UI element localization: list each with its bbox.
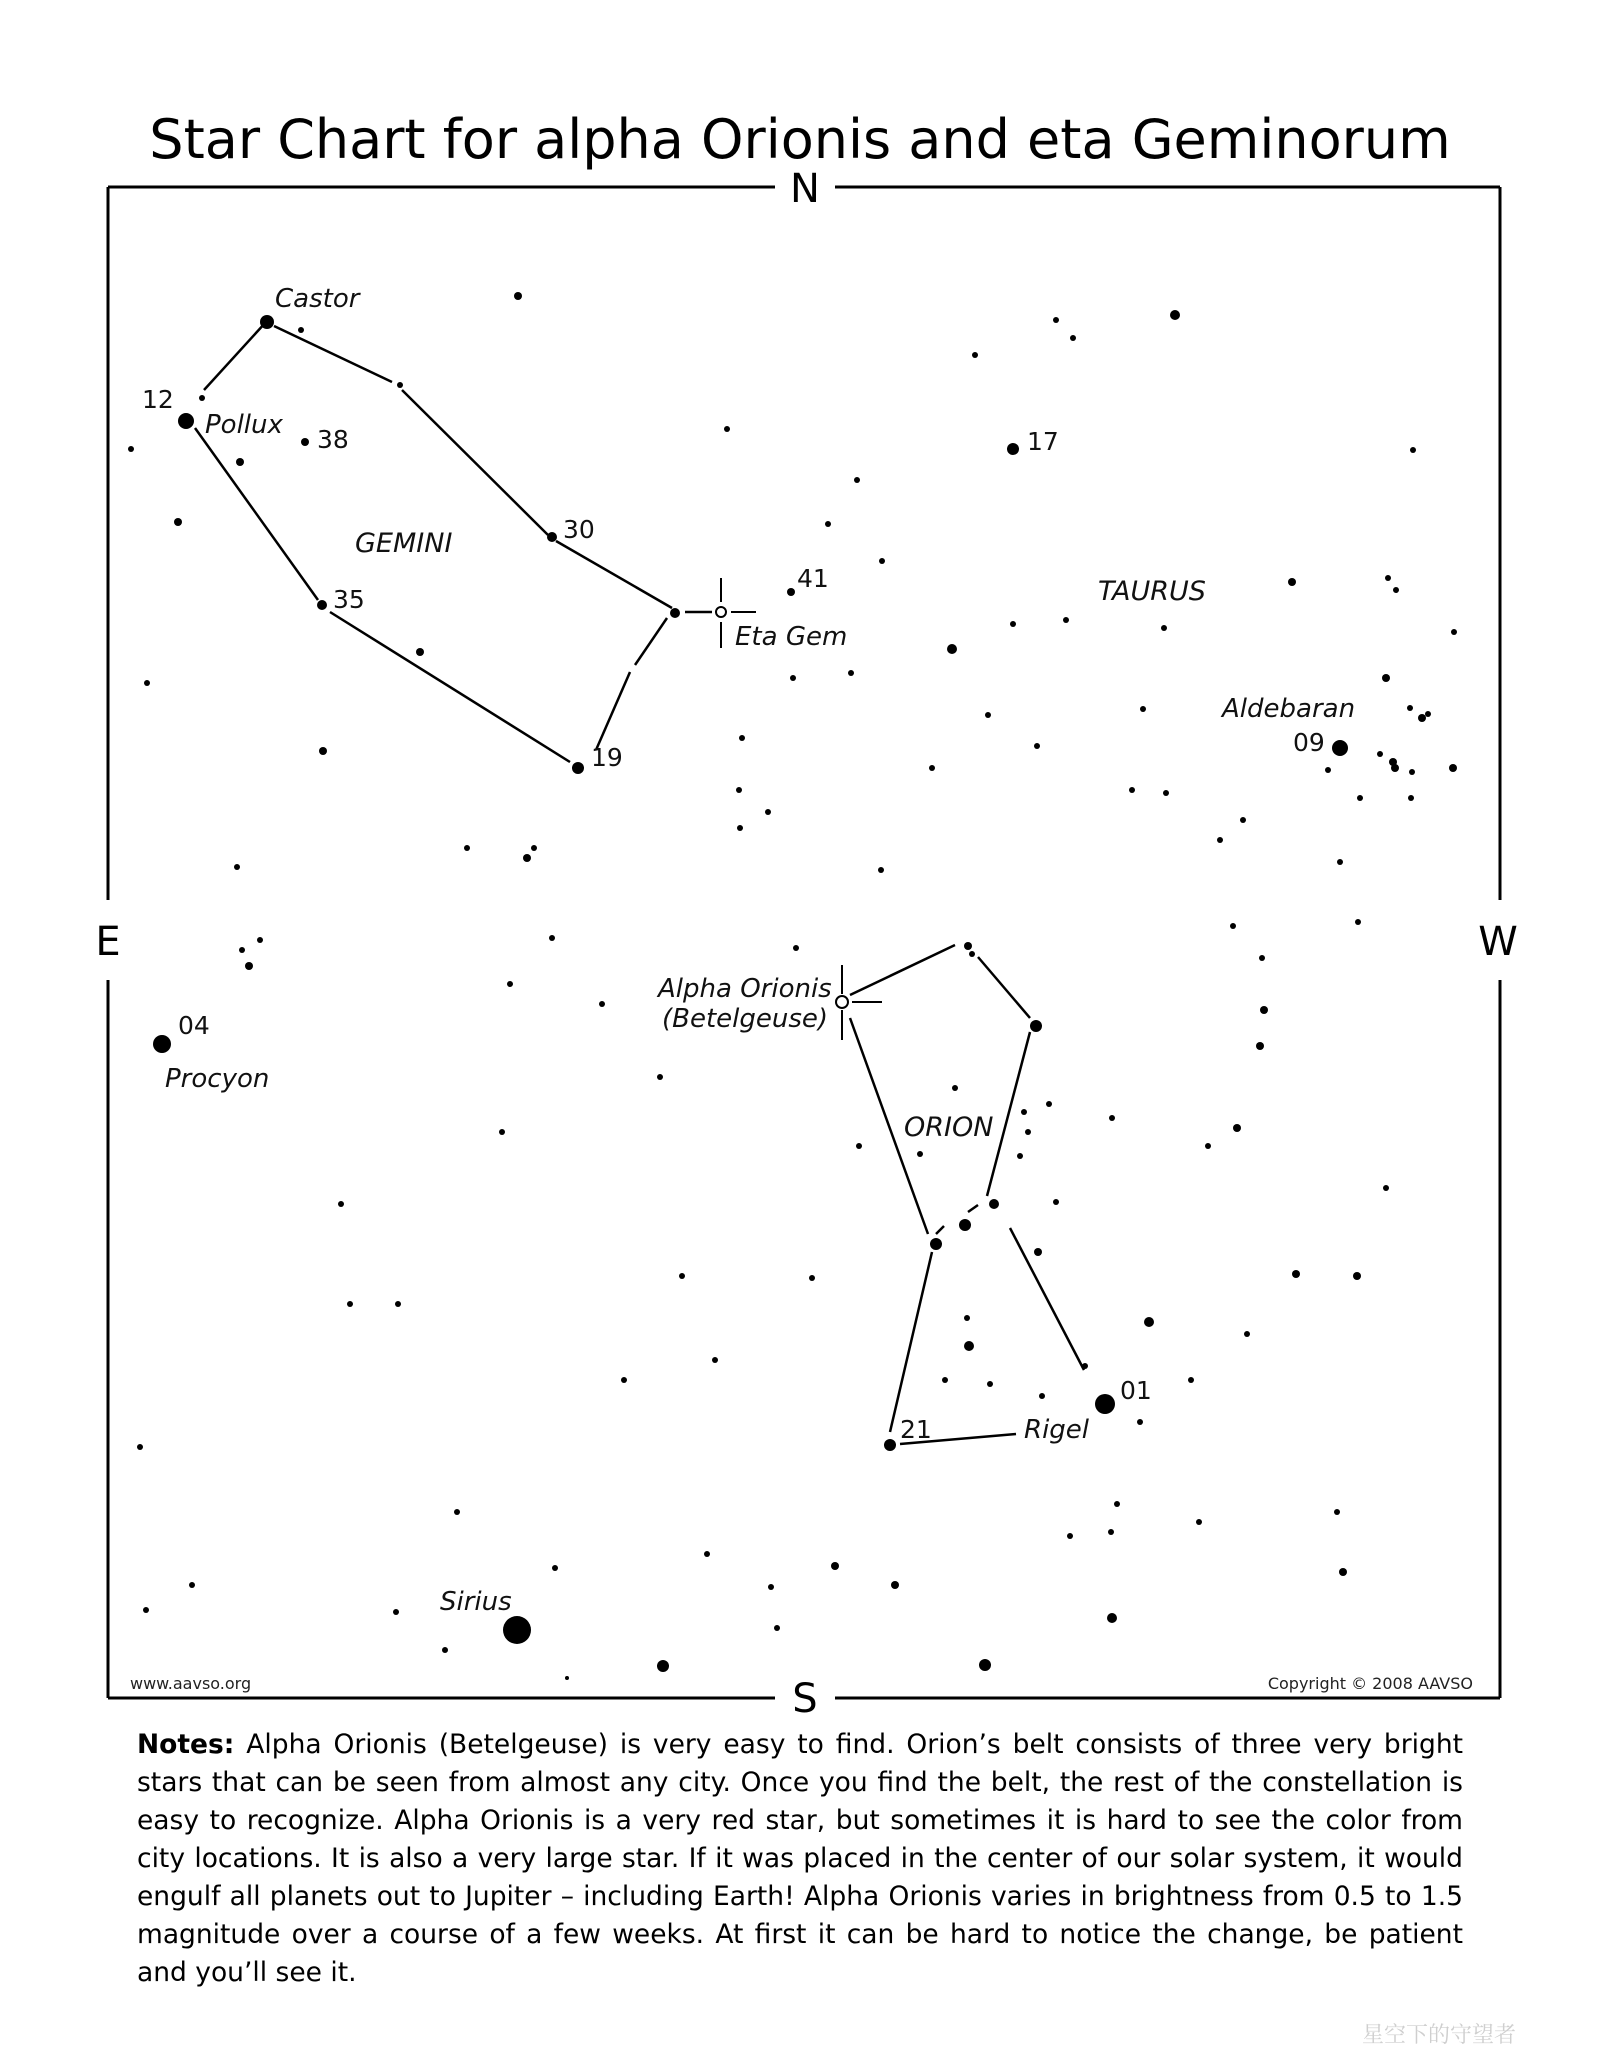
number-12: 12	[142, 385, 174, 414]
number-04: 04	[178, 1011, 210, 1040]
compass-north: N	[790, 166, 820, 212]
label-betelgeuse-line1: Alpha Orionis	[658, 974, 832, 1004]
label-gemini: GEMINI	[355, 528, 453, 559]
notes-body: Alpha Orionis (Betelgeuse) is very easy to find. Orion’s belt consists of three very bright stars that can be seen from almost any city. Once you find the belt, the rest of the constellation is easy to recognize. Alpha Orionis is a very red star, but sometimes it is hard to see the color from city locations. It is also a very large star. If it was placed in the center of our solar system, it would engulf all planets out to Jupiter – including Earth! Alpha Orionis varies in brightness from 0.5 to 1.5 magnitude over a course of a few weeks. At first it can be hard to notice the change, be patient and you’ll see it.	[137, 1729, 1463, 1988]
label-pollux: Pollux	[205, 410, 283, 440]
number-21: 21	[900, 1415, 932, 1444]
compass-south: S	[792, 1676, 818, 1722]
number-01: 01	[1120, 1376, 1152, 1405]
label-sirius: Sirius	[440, 1587, 512, 1617]
credit-copyright: Copyright © 2008 AAVSO	[1267, 1674, 1473, 1693]
number-19: 19	[591, 743, 623, 772]
compass-east: E	[95, 919, 121, 965]
watermark: 星空下的守望者	[1362, 2023, 1517, 2048]
label-orion: ORION	[904, 1112, 994, 1143]
betelgeuse-reticle	[836, 965, 882, 1040]
compass-west: W	[1478, 919, 1518, 965]
number-35: 35	[333, 585, 365, 614]
label-betelgeuse-line2: (Betelgeuse)	[662, 1004, 829, 1034]
label-aldebaran: Aldebaran	[1222, 694, 1356, 724]
number-30: 30	[563, 515, 595, 544]
number-38: 38	[317, 425, 349, 454]
label-eta-gem: Eta Gem	[735, 622, 848, 652]
label-procyon: Procyon	[165, 1064, 270, 1094]
credit-url: www.aavso.org	[130, 1674, 252, 1693]
label-rigel: Rigel	[1024, 1415, 1090, 1445]
label-castor: Castor	[275, 284, 360, 314]
gemini-lines	[195, 322, 712, 762]
notes-paragraph	[137, 1726, 1463, 1992]
label-taurus: TAURUS	[1098, 576, 1206, 607]
notes-lead: Notes:	[137, 1729, 235, 1760]
number-17: 17	[1027, 427, 1059, 456]
number-41: 41	[797, 564, 829, 593]
chart-frame	[108, 187, 1500, 1698]
orion-lines	[850, 945, 1084, 1444]
page-title: Star Chart for alpha Orionis and eta Geminorum	[149, 108, 1451, 171]
number-09: 09	[1293, 728, 1325, 757]
